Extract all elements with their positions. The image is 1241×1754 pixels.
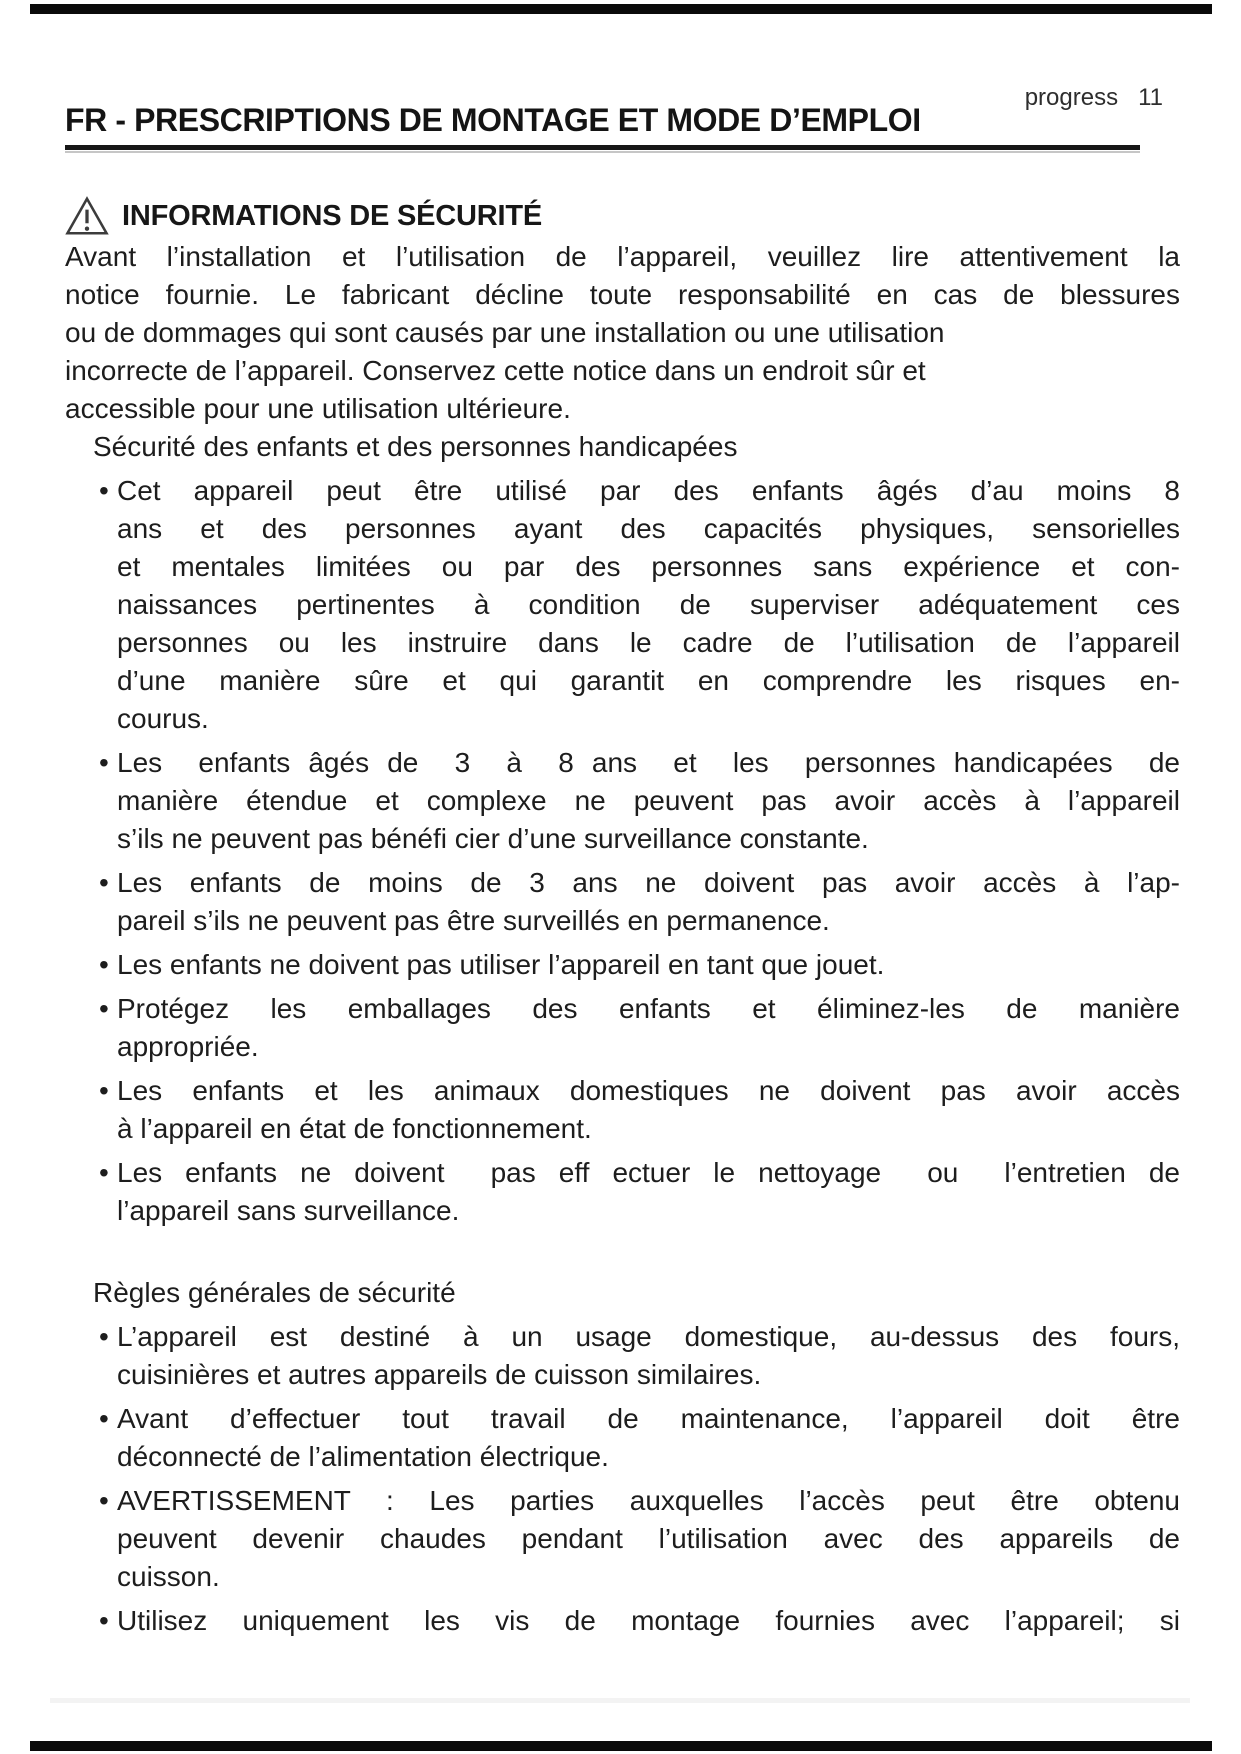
bullet-text [117,1154,1180,1230]
bullet-icon: • [99,949,109,980]
scan-artifact-bar-top [30,4,1212,14]
bullet-icon: • [99,1157,109,1188]
bullet-icon: • [99,867,109,898]
bullet-item [65,1154,1180,1230]
text-line: Avant d’effectuer tout travail de maintenance, l’appareil doit être [117,1403,1180,1434]
bullet-icon: • [99,1403,109,1434]
text-line: Les enfants ne doivent pas utiliser l’appareil en tant que jouet. [117,949,885,980]
bullet-text [117,1318,1180,1394]
bullet-text [117,946,1180,984]
text-line: courus. [117,703,209,734]
section-heading-row [65,194,1180,238]
subheading: Sécurité des enfants et des personnes handicapées [93,431,738,462]
text-line: naissances pertinentes à condition de superviser adéquatement ces [117,589,1180,620]
text-line: Les enfants de moins de 3 ans ne doivent pas avoir accès à l’ap- [117,867,1180,898]
bullet-text [117,864,1180,940]
text-line: Les enfants âgés de 3 à 8 ans et les personnes handicapées de [117,747,1180,778]
text-line: personnes ou les instruire dans le cadre de l’utilisation de l’appareil [117,627,1180,658]
bullet-icon: • [99,747,109,778]
text-line: Les enfants ne doivent pas eff ectuer le nettoyage ou l’entretien de [117,1157,1180,1188]
title-underline [65,145,1140,150]
bullet-text [117,1072,1180,1148]
document-body [65,238,1180,1640]
bullet-item [65,990,1180,1066]
text-line: ans et des personnes ayant des capacités physiques, sensorielles [117,513,1180,544]
scan-artifact-bar-bottom [30,1741,1212,1751]
brand-name: progress [1024,84,1119,111]
bullet-icon: • [99,1605,109,1636]
text-line: l’appareil sans surveillance. [117,1195,460,1226]
text-line: manière étendue et complexe ne peuvent pas avoir accès à l’appareil [117,785,1180,816]
text-line: Avant l’installation et l’utilisation de l’appareil, veuillez lire attentivement la [65,241,1180,272]
text-line: déconnecté de l’alimentation électrique. [117,1441,609,1472]
bullet-text [117,1602,1180,1640]
bullet-item [65,1400,1180,1476]
bullet-text [117,472,1180,738]
bullet-item [65,946,1180,984]
bullet-text [117,990,1180,1066]
text-line: à l’appareil en état de fonctionnement. [117,1113,592,1144]
text-line: appropriée. [117,1031,259,1062]
warning-triangle-icon [65,196,109,236]
text-line: ou de dommages qui sont causés par une installation ou une utilisation [65,317,945,348]
text-line: L’appareil est destiné à un usage domestique, au-dessus des fours, [117,1321,1180,1352]
text-line: Protégez les emballages des enfants et éliminez-les de manière [117,993,1180,1024]
content-area [65,194,1180,1640]
bullet-icon: • [99,1485,109,1516]
bullet-text [117,1482,1180,1596]
text-line: et mentales limitées ou par des personnes sans expérience et con- [117,551,1180,582]
text-line: incorrecte de l’appareil. Conservez cette notice dans un endroit sûr et [65,355,926,386]
subheading: Règles générales de sécurité [93,1277,456,1308]
text-line: peuvent devenir chaudes pendant l’utilisation avec des appareils de [117,1523,1180,1554]
bullet-item [65,864,1180,940]
bullet-icon: • [99,1075,109,1106]
text-line: accessible pour une utilisation ultérieure. [65,393,571,424]
section-heading: INFORMATIONS DE SÉCURITÉ [122,200,543,232]
bullet-item [65,472,1180,738]
bullet-item [65,1482,1180,1596]
scan-smudge-line [50,1698,1190,1703]
text-line: cuisson. [117,1561,220,1592]
page-number: 11 [1138,84,1163,111]
bullet-text [117,1400,1180,1476]
paragraph [65,238,1180,428]
title-underline-shadow [65,151,1140,153]
page-title: FR - PRESCRIPTIONS DE MONTAGE ET MODE D’EMPLOI [65,102,921,138]
bullet-icon: • [99,1321,109,1352]
text-line: cuisinières et autres appareils de cuisson similaires. [117,1359,762,1390]
text-line: pareil s’ils ne peuvent pas être surveillés en permanence. [117,905,830,936]
text-line: d’une manière sûre et qui garantit en comprendre les risques en- [117,665,1180,696]
bullet-icon: • [99,475,109,506]
text-line: AVERTISSEMENT : Les parties auxquelles l’accès peut être obtenu [117,1485,1180,1516]
text-line: Cet appareil peut être utilisé par des enfants âgés d’au moins 8 [117,475,1180,506]
text-line: Les enfants et les animaux domestiques ne doivent pas avoir accès [117,1075,1180,1106]
bullet-item [65,1072,1180,1148]
bullet-item [65,1318,1180,1394]
bullet-icon: • [99,993,109,1024]
bullet-item [65,1602,1180,1640]
text-line: notice fournie. Le fabricant décline toute responsabilité en cas de blessures [65,279,1180,310]
text-line: s’ils ne peuvent pas bénéfi cier d’une surveillance constante. [117,823,869,854]
bullet-item [65,744,1180,858]
bullet-text [117,744,1180,858]
text-line: Utilisez uniquement les vis de montage fournies avec l’appareil; si [117,1605,1180,1636]
title-block [65,102,1140,153]
